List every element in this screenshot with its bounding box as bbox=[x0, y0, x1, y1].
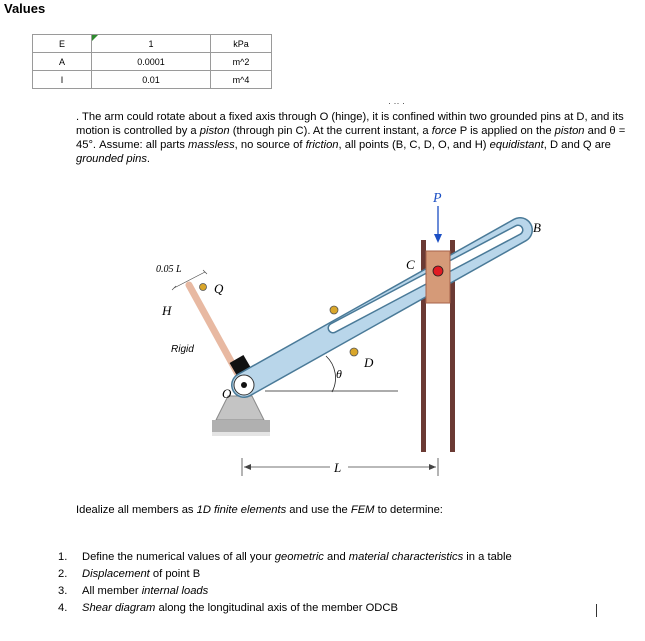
label-h: H bbox=[162, 303, 172, 318]
list-item: 2. Displacement of point B bbox=[58, 568, 201, 580]
table-cell[interactable]: 0.0001 bbox=[92, 53, 211, 71]
pin-c bbox=[433, 266, 443, 276]
idealize-statement: Idealize all members as 1D finite elements and use the FEM to determine: bbox=[76, 504, 443, 516]
label-p: P bbox=[433, 191, 442, 206]
label-theta: θ bbox=[336, 367, 342, 381]
list-item: 3. All member internal loads bbox=[58, 585, 209, 597]
list-item: 4. Shear diagram along the longitudinal axis of the member ODCB bbox=[58, 602, 398, 614]
table-cell[interactable]: kPa bbox=[211, 35, 272, 53]
sheet-title: Values bbox=[4, 1, 46, 16]
ground-base-shadow bbox=[212, 432, 270, 436]
arm-odcb bbox=[244, 230, 520, 385]
label-d: D bbox=[364, 355, 374, 370]
ground-base bbox=[212, 420, 270, 432]
hinge-o-center bbox=[241, 382, 247, 388]
label-b: B bbox=[533, 220, 541, 235]
table-cell[interactable]: m^2 bbox=[211, 53, 272, 71]
pin-d-upper bbox=[330, 306, 338, 314]
table-cell[interactable]: 0.01 bbox=[92, 71, 211, 89]
piston bbox=[426, 251, 450, 303]
text-cursor bbox=[596, 604, 597, 617]
list-item: 1. Define the numerical values of all your geometric and material characteristics in a table bbox=[58, 551, 512, 563]
clipped-text-fragment: · ·· · bbox=[388, 98, 405, 108]
label-l: L bbox=[334, 460, 342, 475]
table-cell[interactable]: A bbox=[33, 53, 92, 71]
label-q: Q bbox=[214, 281, 224, 296]
pin-q bbox=[200, 284, 207, 291]
pin-d-lower bbox=[350, 348, 358, 356]
theta-arc bbox=[326, 356, 336, 392]
task-list bbox=[54, 549, 512, 617]
table-cell[interactable]: E bbox=[33, 35, 92, 53]
table-cell[interactable]: m^4 bbox=[211, 71, 272, 89]
label-rigid: Rigid bbox=[171, 344, 194, 355]
table-cell[interactable]: I bbox=[33, 71, 92, 89]
label-o: O bbox=[222, 386, 232, 401]
problem-statement: . The arm could rotate about a fixed axis through O (hinge), it is confined within two grounded pins at D, and its motion is controlled by a piston (through pin C). At the current instant, a force P is applied on the piston and θ = 45°. Assume: all parts massless, no source of friction, all points (B, C, D, O, and H) equidistant, D and Q are grounded pins. bbox=[76, 111, 626, 165]
table-cell[interactable]: 1 bbox=[92, 35, 211, 53]
label-offset: 0.05 L bbox=[156, 264, 182, 275]
label-c: C bbox=[406, 257, 415, 272]
